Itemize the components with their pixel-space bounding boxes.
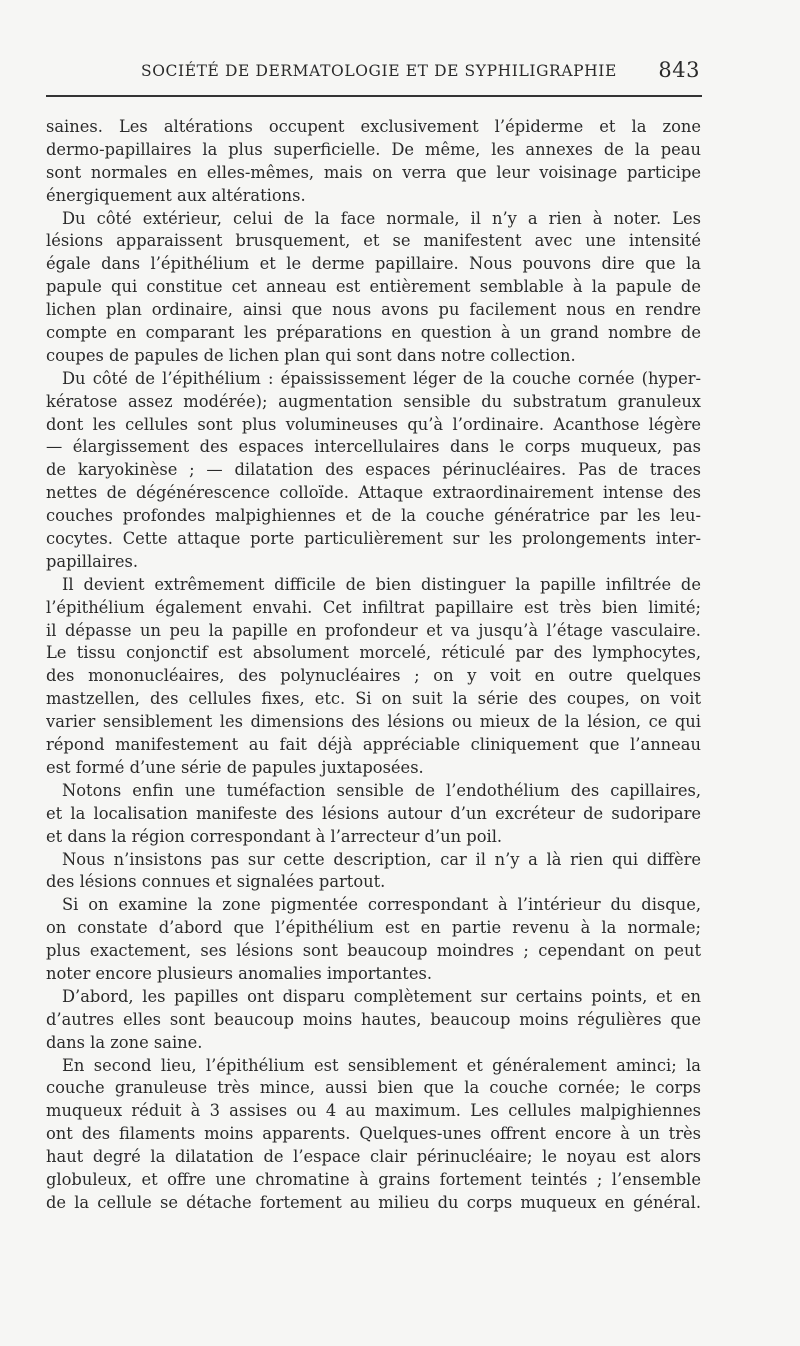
text-line: haut degré la dilatation de l’espace clair périnucléaire; le noyau est alors (46, 1147, 701, 1167)
text-line: des mononucléaires, des polynucléaires ; on y voit en outre quelques (46, 666, 701, 686)
text-line: saines. Les altérations occupent exclusivement l’épiderme et la zone (46, 117, 701, 136)
text-line: noter encore plusieurs anomalies importantes. (46, 963, 432, 983)
text-line: coupes de papules de lichen plan qui sont dans notre collection. (46, 345, 576, 365)
running-head (46, 58, 704, 84)
text-line: D’abord, les papilles ont disparu complètement sur certains points, et en (62, 986, 701, 1006)
text-line: — élargissement des espaces intercellulaires dans le corps muqueux, pas (46, 437, 701, 457)
text-line: compte en comparant les préparations en question à un grand nombre de (46, 323, 701, 343)
text-line: il dépasse un peu la papille en profondeur et va jusqu’à l’étage vasculaire. (46, 620, 701, 640)
text-line: kératose assez modérée); augmentation sensible du substratum granuleux (46, 391, 701, 411)
text-line: est formé d’une série de papules juxtaposées. (46, 757, 424, 777)
text-line: égale dans l’épithélium et le derme papillaire. Nous pouvons dire que la (46, 254, 701, 274)
text-line: Nous n’insistons pas sur cette description, car il n’y a là rien qui diffère (62, 849, 701, 869)
text-line: l’épithélium également envahi. Cet infiltrat papillaire est très bien limité; (46, 597, 701, 617)
text-line: de la cellule se détache fortement au milieu du corps muqueux en général. (46, 1192, 701, 1212)
text-line: couches profondes malpighiennes et de la couche génératrice par les leu- (46, 506, 701, 526)
text-line: dont les cellules sont plus volumineuses qu’à l’ordinaire. Acanthose légère (46, 414, 701, 434)
text-line: Le tissu conjonctif est absolument morcelé, réticulé par des lymphocytes, (46, 643, 701, 663)
text-line: cocytes. Cette attaque porte particulièrement sur les prolongements inter- (46, 529, 701, 549)
text-line: répond manifestement au fait déjà appréciable cliniquement que l’anneau (46, 735, 701, 755)
text-line: lésions apparaissent brusquement, et se manifestent avec une intensité (46, 231, 701, 251)
text-line: on constate d’abord que l’épithélium est en partie revenu à la normale; (46, 918, 701, 938)
text-line: papule qui constitue cet anneau est entièrement semblable à la papule de (46, 277, 701, 297)
text-line: Du côté de l’épithélium : épaississement léger de la couche cornée (hyper- (62, 368, 701, 388)
text-line: d’autres elles sont beaucoup moins hautes, beaucoup moins régulières que (46, 1009, 701, 1029)
text-line: Du côté extérieur, celui de la face normale, il n’y a rien à noter. Les (62, 208, 701, 228)
text-line: dans la zone saine. (46, 1032, 203, 1052)
body-text (46, 116, 701, 1215)
text-line: En second lieu, l’épithélium est sensiblement et généralement aminci; la (62, 1055, 701, 1075)
text-line: varier sensiblement les dimensions des lésions ou mieux de la lésion, ce qui (46, 712, 701, 732)
text-line: Si on examine la zone pigmentée correspondant à l’intérieur du disque, (62, 895, 701, 915)
header-rule (46, 95, 702, 97)
text-line: couche granuleuse très mince, aussi bien que la couche cornée; le corps (46, 1078, 701, 1098)
text-line: papillaires. (46, 551, 139, 571)
running-title: SOCIÉTÉ DE DERMATOLOGIE ET DE SYPHILIGRAPHIE (141, 62, 617, 80)
text-line: lichen plan ordinaire, ainsi que nous avons pu facilement nous en rendre (46, 300, 701, 320)
text-line: plus exactement, ses lésions sont beaucoup moindres ; cependant on peut (46, 941, 701, 961)
text-line: énergiquement aux altérations. (46, 185, 306, 205)
text-line: nettes de dégénérescence colloïde. Attaque extraordinairement intense des (46, 483, 701, 503)
text-line: muqueux réduit à 3 assises ou 4 au maximum. Les cellules malpighiennes (46, 1101, 701, 1121)
page-number: 843 (658, 58, 700, 82)
text-line: des lésions connues et signalées partout. (46, 872, 386, 892)
text-line: sont normales en elles-mêmes, mais on verra que leur voisinage participe (46, 162, 701, 182)
text-line: dermo-papillaires la plus superficielle. De même, les annexes de la peau (46, 139, 701, 159)
text-line: et la localisation manifeste des lésions autour d’un excréteur de sudoripare (46, 803, 701, 823)
text-line: de karyokinèse ; — dilatation des espaces périnucléaires. Pas de traces (46, 460, 701, 480)
text-line: Notons enfin une tuméfaction sensible de l’endothélium des capillaires, (62, 780, 701, 800)
text-line: Il devient extrêmement difficile de bien distinguer la papille infiltrée de (62, 574, 701, 594)
text-line: mastzellen, des cellules fixes, etc. Si on suit la série des coupes, on voit (46, 689, 701, 709)
text-line: ont des filaments moins apparents. Quelques-unes offrent encore à un très (46, 1124, 701, 1144)
text-line: et dans la région correspondant à l’arrecteur d’un poil. (46, 826, 503, 846)
text-line: globuleux, et offre une chromatine à grains fortement teintés ; l’ensemble (46, 1169, 701, 1189)
